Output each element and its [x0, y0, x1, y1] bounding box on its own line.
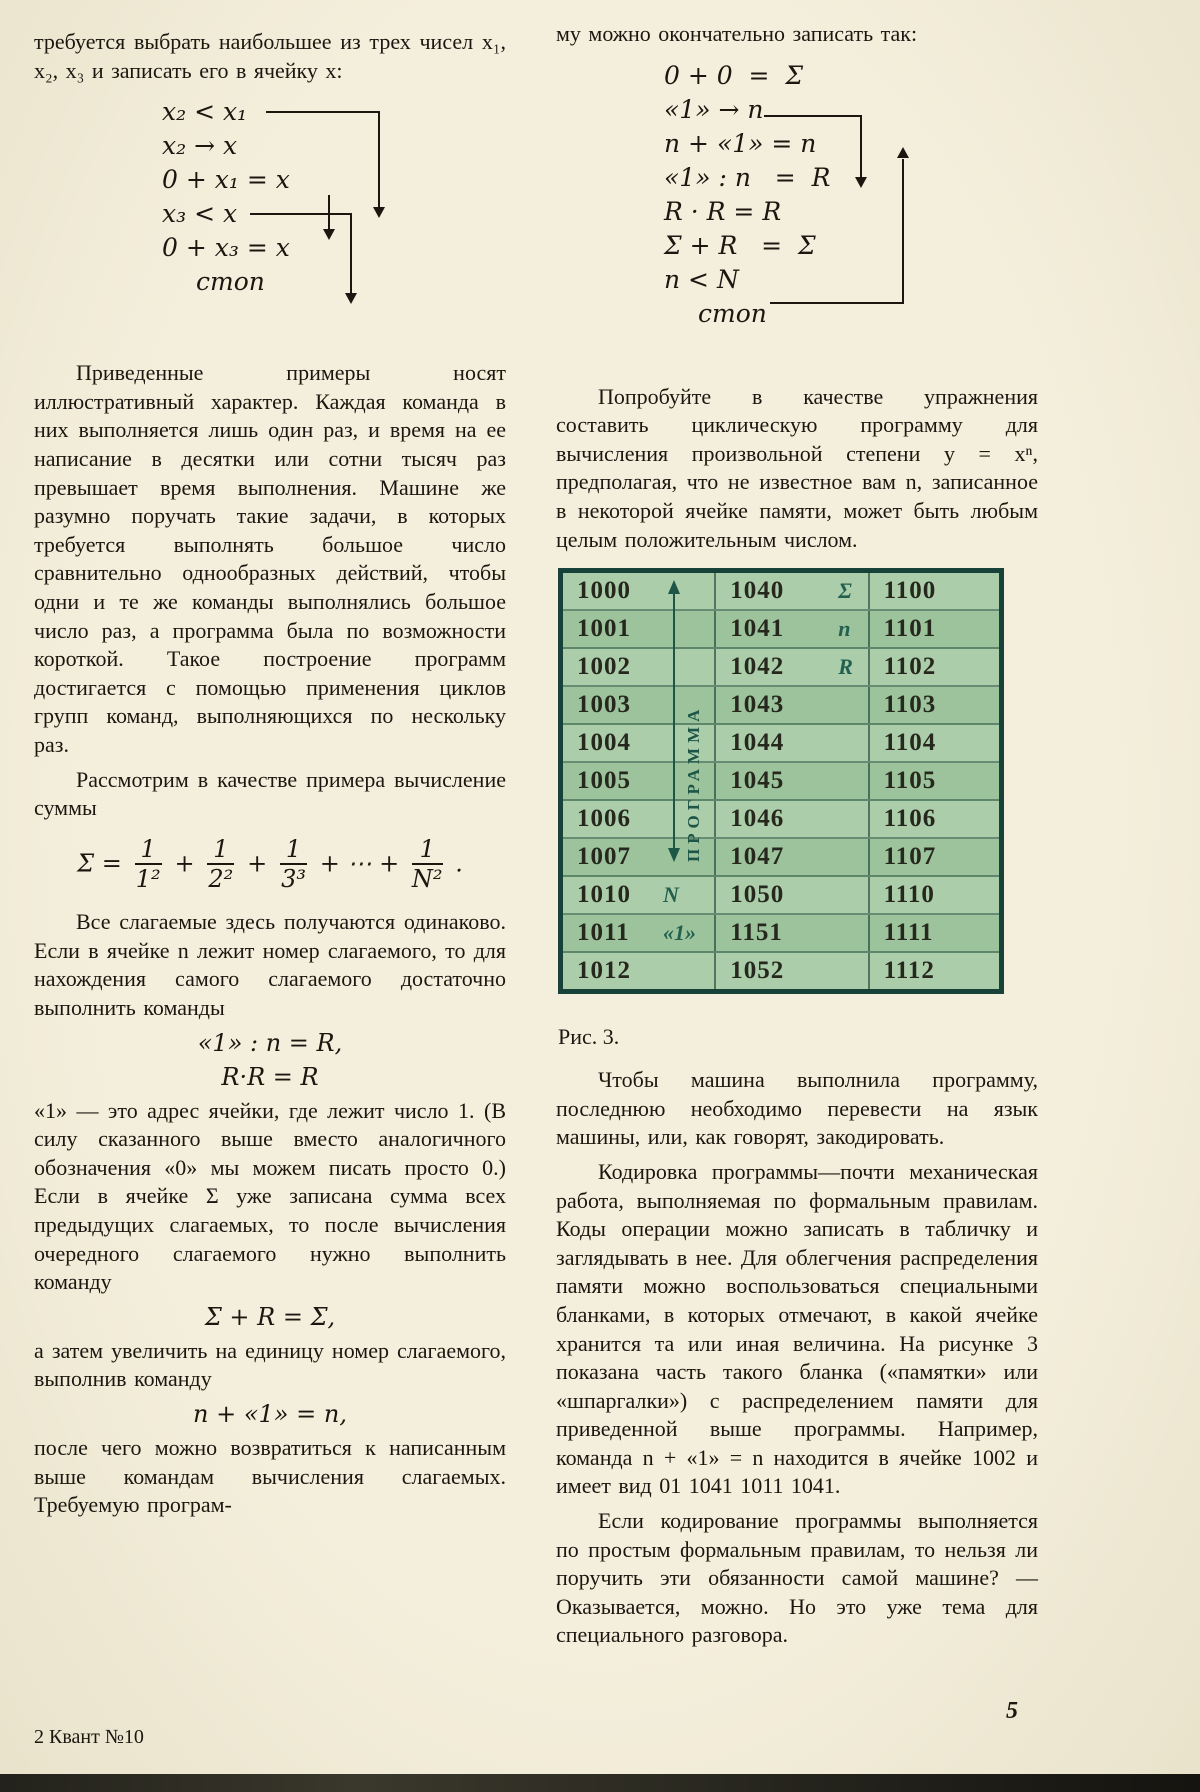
cell-address: 1105 [883, 767, 937, 795]
cell-address: 1050 [730, 881, 785, 909]
program-line: R · R = R [664, 196, 782, 226]
flow-line [378, 111, 380, 207]
program-line: x₃ < x [162, 199, 238, 229]
table-cell [868, 649, 999, 685]
cell-address: 1151 [730, 919, 783, 947]
cell-note: N [663, 882, 679, 908]
table-cell [868, 877, 999, 913]
program-line: Σ + R = Σ [664, 230, 816, 260]
command-line: Σ + R = Σ, [204, 1302, 336, 1331]
left-paragraph-6: после чего можно возвратиться к написанным выше командам вычисления слагаемых. Требуемую програм- [34, 1434, 506, 1518]
cell-note: n [838, 616, 851, 642]
cell-note: «1» [663, 920, 696, 946]
table-row [563, 611, 999, 649]
page-number: 5 [1006, 1698, 1018, 1724]
table-row [563, 573, 999, 611]
plus-op: + [247, 848, 268, 877]
cell-address: 1012 [577, 957, 631, 985]
table-cell [714, 801, 867, 837]
table-cell [868, 801, 999, 837]
table-row [563, 725, 999, 763]
table-cell [868, 915, 999, 951]
formula-lhs: Σ = [77, 848, 122, 877]
vertical-program-label: ПРОГРАММА [684, 704, 703, 863]
table-row [563, 649, 999, 687]
table-cell [714, 877, 867, 913]
right-intro-paragraph: му можно окончательно записать так: [556, 21, 918, 46]
program-line: 0 + 0 = Σ [664, 60, 804, 90]
table-cell [563, 725, 714, 761]
fraction: $\frac{1}{\text{N²}}$ [411, 834, 443, 893]
cell-note: R [838, 654, 853, 680]
left-paragraph-3: Все слагаемые здесь получаются одинаково. Если в ячейке n лежит номер слагаемого, то для нахождения самого слагаемого достаточно выполнить команды [34, 909, 506, 1021]
command-line: «1» : n = R, [197, 1028, 343, 1057]
program-line: x₂ → x [162, 131, 238, 161]
table-cell [868, 573, 999, 609]
table-row [563, 877, 999, 915]
left-paragraph-2: Рассмотрим в качестве примера вычисление суммы [34, 766, 506, 821]
cell-address: 1111 [883, 919, 934, 947]
cell-address: 1100 [883, 577, 937, 605]
table-cell [714, 763, 867, 799]
table-cell [563, 839, 714, 875]
table-cell [563, 915, 714, 951]
left-paragraph-1: Приведенные примеры носят иллюстративный характер. Каждая команда в них выполняется лишь один раз, и время на ее написание в десятки или сотни тысяч раз превышает время выполнения. Машине же разумно поручать такие задачи, в которых требуется выполнять большое число сравнительно однообразных действий, чтобы одни и те же команды выполнялись большое число раз, а программа была по возможности короткой. Такое построение программ достигается с помощью применения циклов групп команд, выполняющихся по нескольку раз. [34, 360, 506, 757]
cell-address: 1000 [577, 577, 631, 605]
cell-address: 1011 [577, 919, 630, 947]
table-cell [714, 839, 867, 875]
table-cell [563, 649, 714, 685]
table-row [563, 801, 999, 839]
cell-address: 1002 [577, 653, 631, 681]
program-line: 0 + x₁ = x [162, 165, 290, 195]
program-line: n + «1» = n [664, 128, 817, 158]
table-cell [563, 611, 714, 647]
cell-address: 1103 [883, 691, 937, 719]
table-cell [868, 953, 999, 989]
cell-address: 1104 [883, 729, 937, 757]
table-cell [714, 611, 867, 647]
left-intro-paragraph: требуется выбрать наибольшее из трех чисел x₁, x₂, x₃ и записать его в ячейку x: [34, 29, 506, 83]
cell-address: 1003 [577, 691, 631, 719]
table-cell [563, 953, 714, 989]
table-cell [714, 687, 867, 723]
program-line: n < N [664, 264, 739, 294]
sum-formula [34, 834, 506, 893]
program-listing-1 [34, 95, 506, 345]
table-cell [563, 763, 714, 799]
cell-address: 1004 [577, 729, 631, 757]
footer-magazine-label: 2 Квант №10 [34, 1726, 144, 1748]
table-cell [714, 725, 867, 761]
figure-caption: Рис. 3. [558, 1024, 620, 1050]
command-line: n + «1» = n, [193, 1399, 347, 1428]
cell-address: 1044 [730, 729, 785, 757]
right-paragraph-2: Чтобы машина выполнила программу, последнюю необходимо перевести на язык машины, или, как говорят, закодировать. [556, 1067, 1038, 1150]
table-row [563, 687, 999, 725]
right-paragraph-1: Попробуйте в качестве упражнения составить циклическую программу для вычисления произвольной степени y = xⁿ, предполагая, что не известное вам n, записанное в некоторой ячейке памяти, может быть любым целым положительным числом. [556, 383, 1038, 552]
left-paragraph-4: «1» — это адрес ячейки, где лежит число 1. (В силу сказанного выше вместо аналогичного обозначения «0» мы можем писать просто 0.) Если в ячейке Σ уже записана сумма всех предыдущих слагаемых, то после вычисления очередного слагаемого нужно выполнить команду [34, 1097, 506, 1295]
dots-op: + ⋯ + [319, 848, 400, 877]
table-cell [714, 649, 867, 685]
flow-arrow-down-icon [855, 177, 867, 188]
table-cell [563, 877, 714, 913]
program-line: стоп [196, 267, 265, 297]
flow-arrow-down-icon [345, 293, 357, 304]
program-line: «1» → n [664, 94, 764, 124]
flow-line [770, 302, 904, 304]
program-line: x₂ < x₁ [162, 97, 248, 127]
table-row [563, 953, 999, 989]
flow-arrow-down-icon [373, 207, 385, 218]
cell-address: 1043 [730, 691, 785, 719]
table-cell [868, 763, 999, 799]
right-paragraph-3: Кодировка программы—почти механическая работа, выполняемая по формальным правилам. Коды операции можно записать в табличку и заглядывать в нее. Для облегчения распределения памяти можно воспользоваться специальными бланками, в которых отмечают, в какой ячейке хранится та или иная величина. На рисунке 3 показана часть такого бланка («памятки» или «шпаргалки») с распределением памяти для приведенной выше программы. Например, команда n + «1» = n находится в ячейке 1002 и имеет вид 01 1041 1011 1041. [556, 1158, 1038, 1499]
table-row [563, 763, 999, 801]
cell-address: 1052 [730, 957, 785, 985]
cell-address: 1005 [577, 767, 631, 795]
flow-arrow-up-icon [897, 147, 909, 158]
cell-address: 1101 [883, 615, 937, 643]
scan-edge [0, 1774, 1200, 1792]
cell-address: 1040 [730, 577, 785, 605]
plus-op: + [174, 848, 195, 877]
left-paragraph-5: а затем увеличить на единицу номер слагаемого, выполнив команду [34, 1337, 506, 1392]
table-cell [868, 839, 999, 875]
program-line: 0 + x₃ = x [162, 233, 290, 263]
flow-line [902, 159, 904, 302]
cell-address: 1106 [883, 805, 937, 833]
program-line: стоп [698, 298, 767, 328]
fraction: $\frac{1}{\text{1²}}$ [135, 834, 161, 893]
table-cell [868, 611, 999, 647]
flow-line [350, 213, 352, 293]
program-line: «1» : n = R [664, 162, 831, 192]
table-row [563, 839, 999, 877]
table-cell [563, 573, 714, 609]
cell-address: 1110 [883, 881, 935, 909]
cell-address: 1112 [883, 957, 935, 985]
cell-address: 1001 [577, 615, 631, 643]
table-cell [714, 915, 867, 951]
formula-end: . [455, 848, 463, 877]
fraction: $\frac{1}{\text{2²}}$ [208, 834, 234, 893]
table-row [563, 915, 999, 953]
cell-address: 1045 [730, 767, 785, 795]
left-column [34, 28, 506, 1526]
right-paragraph-4: Если кодирование программы выполняется по простым формальным правилам, то нельзя ли поручить эти обязанности самой машине? — Оказывается, можно. Но это уже тема для специального разговора. [556, 1508, 1038, 1648]
table-cell [868, 725, 999, 761]
flow-line [860, 115, 862, 177]
cell-address: 1046 [730, 805, 785, 833]
flow-line [328, 195, 330, 229]
cell-address: 1042 [730, 653, 785, 681]
table-cell [714, 953, 867, 989]
flow-line [764, 115, 862, 117]
cell-note: Σ [838, 578, 852, 604]
fraction: $\frac{1}{\text{3³}}$ [281, 834, 306, 893]
cell-address: 1010 [577, 881, 631, 909]
flow-line [250, 213, 352, 215]
right-column [556, 20, 1038, 1656]
flow-line [266, 111, 380, 113]
memory-table [558, 568, 1004, 994]
command-line: R·R = R [221, 1062, 319, 1091]
cell-address: 1107 [883, 843, 937, 871]
cell-address: 1007 [577, 843, 631, 871]
program-listing-2 [556, 59, 1038, 369]
cell-address: 1047 [730, 843, 785, 871]
table-cell [714, 573, 867, 609]
cell-address: 1006 [577, 805, 631, 833]
table-cell [563, 687, 714, 723]
cell-address: 1102 [883, 653, 937, 681]
flow-arrow-down-icon [323, 229, 335, 240]
table-cell [563, 801, 714, 837]
table-cell [868, 687, 999, 723]
cell-address: 1041 [730, 615, 785, 643]
